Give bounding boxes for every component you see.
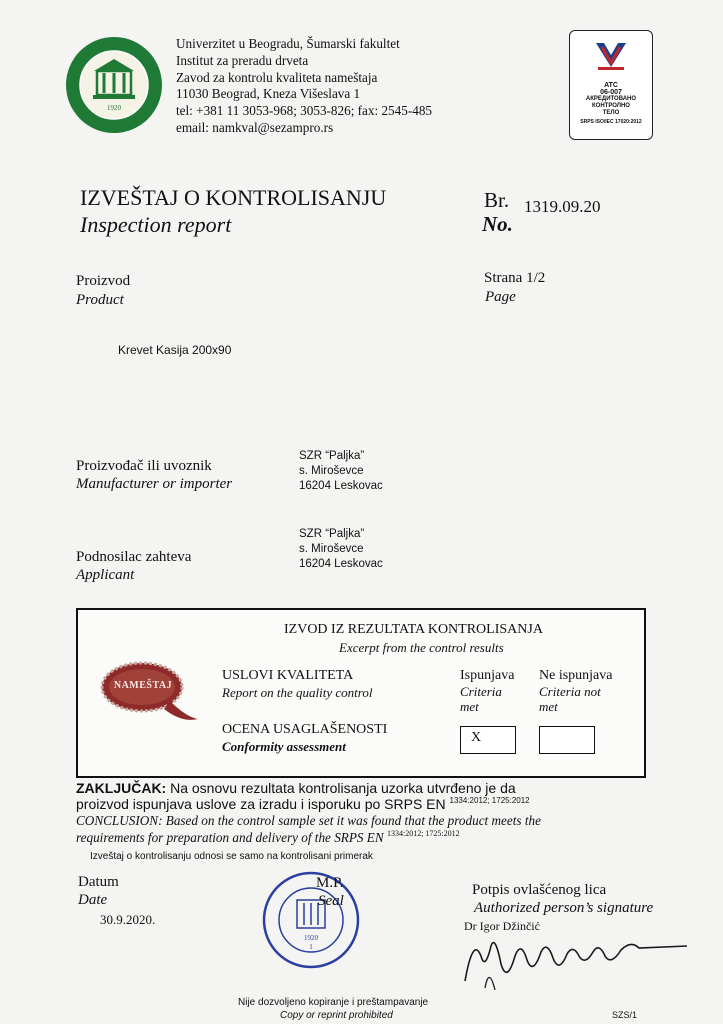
conformity-label: OCENA USAGLAŠENOSTI — [222, 722, 388, 737]
address-line: s. Miroševce — [299, 465, 364, 477]
institution-line: Institut za preradu drveta — [176, 52, 309, 68]
applicant-address — [299, 527, 383, 572]
criteria-not-met-header-en — [539, 684, 601, 714]
report-title: IZVEŠTAJ O KONTROLISANJU — [80, 185, 387, 210]
criteria-met-checkbox[interactable] — [460, 726, 516, 754]
applicant-label: Podnosilac zahteva — [76, 549, 192, 565]
product-label: Proizvod — [76, 273, 131, 289]
copy-notice-en: Copy or reprint prohibited — [280, 1010, 393, 1021]
conclusion-label: ZAKLJUČAK: — [76, 780, 167, 796]
conclusion-sr-line1 — [76, 780, 516, 796]
applicant-label-en: Applicant — [76, 567, 135, 583]
conclusion-en-line1: CONCLUSION: Based on the control sample set it was found that the product meets the — [76, 813, 541, 828]
criteria-met-text: Criteria — [460, 684, 502, 699]
conclusion-standards-en: 1334:2012; 1725:2012 — [386, 829, 460, 838]
date-label: Datum — [78, 874, 119, 890]
seal-label: M.P. — [316, 875, 344, 891]
address-line: 16204 Leskovac — [299, 558, 383, 570]
address-line: s. Miroševce — [299, 543, 364, 555]
badge-text: NAMEŠTAJ — [113, 680, 173, 691]
stamp-number: 1 — [309, 943, 313, 951]
criteria-not-met-text: met — [539, 699, 558, 714]
namestaj-badge — [100, 655, 200, 723]
signature-label-en: Authorized person’s signature — [474, 900, 654, 916]
conclusion-en-line2 — [76, 829, 460, 846]
institution-address — [176, 36, 432, 137]
address-line: SZR “Paljka” — [299, 528, 365, 540]
scope-note: Izveštaj o kontrolisanju odnosi se samo na kontrolisani primerak — [90, 851, 373, 862]
conformity-label-en: Conformity assessment — [222, 739, 346, 754]
institution-line: 11030 Beograd, Kneza Višeslava 1 — [176, 86, 361, 102]
page-label-en: Page — [485, 289, 516, 305]
criteria-met-text: met — [460, 699, 479, 714]
logo-year: 1920 — [107, 104, 121, 112]
criteria-not-met-header: Ne ispunjava — [539, 668, 613, 683]
form-code: SZS/1 — [612, 1010, 638, 1020]
manufacturer-address — [299, 449, 383, 494]
conclusion-text: proizvod ispunjava uslove za izradu i isporuku po SRPS EN — [76, 796, 446, 812]
criteria-not-met-checkbox[interactable] — [539, 726, 595, 754]
conclusion-sr-line2 — [76, 796, 530, 812]
handwritten-signature — [455, 926, 695, 996]
report-number: 1319.09.20 — [524, 197, 601, 216]
signer-name: Dr Igor Džinčić — [464, 919, 540, 933]
date-value: 30.9.2020. — [100, 912, 156, 927]
conclusion-text: Na osnovu rezultata kontrolisanja uzorka utvrđeno je da — [170, 780, 516, 796]
address-line: SZR “Paljka” — [299, 450, 365, 462]
criteria-not-met-text: Criteria not — [539, 684, 601, 699]
atc-logo-icon — [588, 37, 634, 77]
atc-code: 06-007 — [600, 89, 622, 96]
accreditation-badge — [569, 30, 653, 140]
conclusion-text-en: requirements for preparation and delivery of the SRPS EN — [76, 830, 384, 845]
results-title: IZVOD IZ REZULTATA KONTROLISANJA — [284, 622, 543, 637]
conclusion-standards: 1334:2012; 1725:2012 — [449, 796, 530, 805]
institution-line: Zavod za kontrolu kvaliteta nameštaja — [176, 69, 378, 85]
atc-line: АКРЕДИТОВАНО — [585, 96, 637, 102]
quality-label-en: Report on the quality control — [222, 685, 373, 700]
atc-brand: ATC — [604, 82, 618, 89]
quality-label: USLOVI KVALITETA — [222, 668, 354, 683]
report-number-label-en: No. — [482, 212, 513, 236]
university-seal-logo — [64, 35, 164, 135]
stamp-year: 1920 — [304, 934, 318, 942]
seal-label-en: Seal — [318, 893, 344, 909]
results-title-en: Excerpt from the control results — [339, 640, 504, 655]
atc-line: КОНТРОЛНО — [592, 103, 630, 109]
criteria-met-header: Ispunjava — [460, 668, 515, 683]
atc-line: ТЕЛО — [602, 110, 620, 116]
institution-email: email: namkval@sezampro.rs — [176, 119, 334, 135]
report-number-label: Br. — [484, 188, 510, 212]
official-stamp — [261, 870, 361, 970]
product-label-en: Product — [76, 292, 124, 308]
report-title-en: Inspection report — [80, 212, 232, 237]
manufacturer-label: Proizvođač ili uvoznik — [76, 458, 212, 474]
date-label-en: Date — [78, 892, 108, 908]
signature-label: Potpis ovlašćenog lica — [472, 882, 607, 898]
product-name: Krevet Kasija 200x90 — [118, 343, 232, 357]
copy-notice: Nije dozvoljeno kopiranje i preštampavanje — [238, 997, 429, 1008]
manufacturer-label-en: Manufacturer or importer — [76, 476, 233, 492]
criteria-met-header-en — [460, 684, 502, 714]
institution-line: tel: +381 11 3053-968; 3053-826; fax: 2545-485 — [176, 103, 433, 119]
institution-line: Univerzitet u Beogradu, Šumarski fakultet — [176, 36, 400, 51]
criteria-met-mark: X — [471, 730, 482, 745]
atc-standard: SRPS ISO/IEC 17020:2012 — [580, 119, 642, 125]
page-indicator: Strana 1/2 — [484, 270, 546, 286]
address-line: 16204 Leskovac — [299, 480, 383, 492]
